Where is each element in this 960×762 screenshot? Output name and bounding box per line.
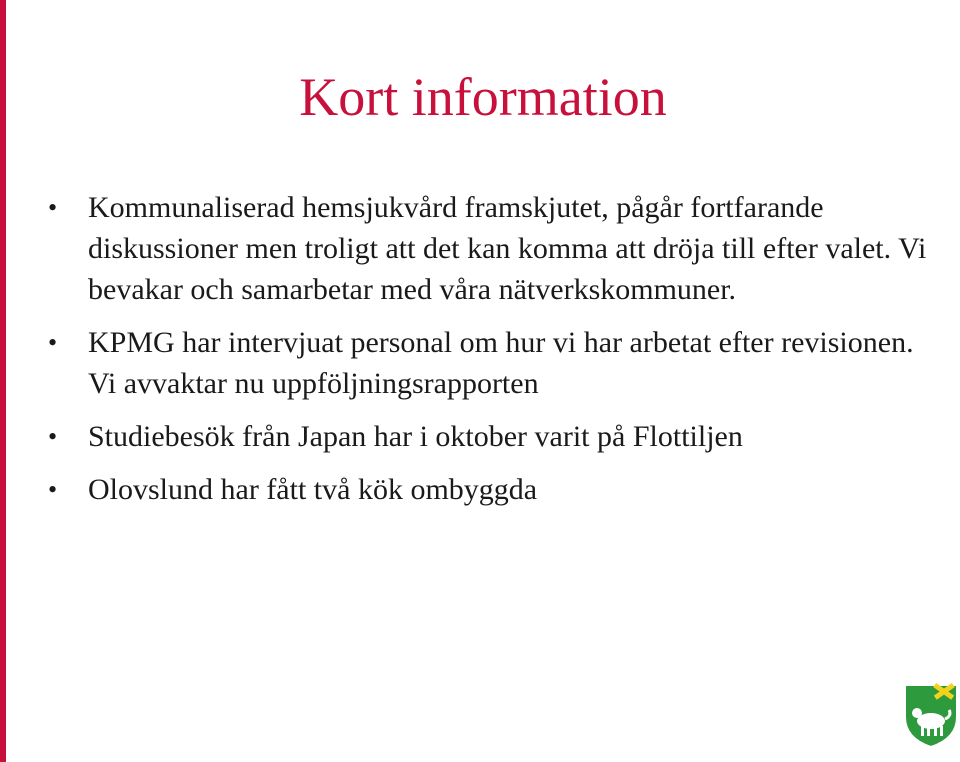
bullet-item (48, 322, 928, 404)
coat-of-arms-lamb-icon (903, 683, 959, 749)
bullet-item (48, 469, 928, 510)
bullet-text: KPMG har intervjuat personal om hur vi har arbetat efter revisionen. Vi avvaktar nu uppföljningsrapporten (88, 326, 914, 400)
bullet-dot-icon: • (48, 328, 58, 357)
bullet-dot-icon: • (48, 475, 58, 504)
bullet-text: Kommunaliserad hemsjukvård framskjutet, pågår fortfarande diskussioner men troligt att det kan komma att dröja till efter valet. Vi bevakar och samarbetar med våra nätverkskommuner. (88, 191, 927, 306)
bullet-list (48, 187, 928, 510)
bullet-item (48, 416, 928, 457)
bullet-dot-icon: • (48, 422, 58, 451)
bullet-item (48, 187, 928, 310)
bullet-dot-icon: • (48, 193, 58, 222)
slide-title: Kort information (299, 67, 667, 127)
bullet-text: Studiebesök från Japan har i oktober varit på Flottiljen (88, 420, 743, 453)
bullet-text: Olovslund har fått två kök ombyggda (88, 473, 538, 506)
